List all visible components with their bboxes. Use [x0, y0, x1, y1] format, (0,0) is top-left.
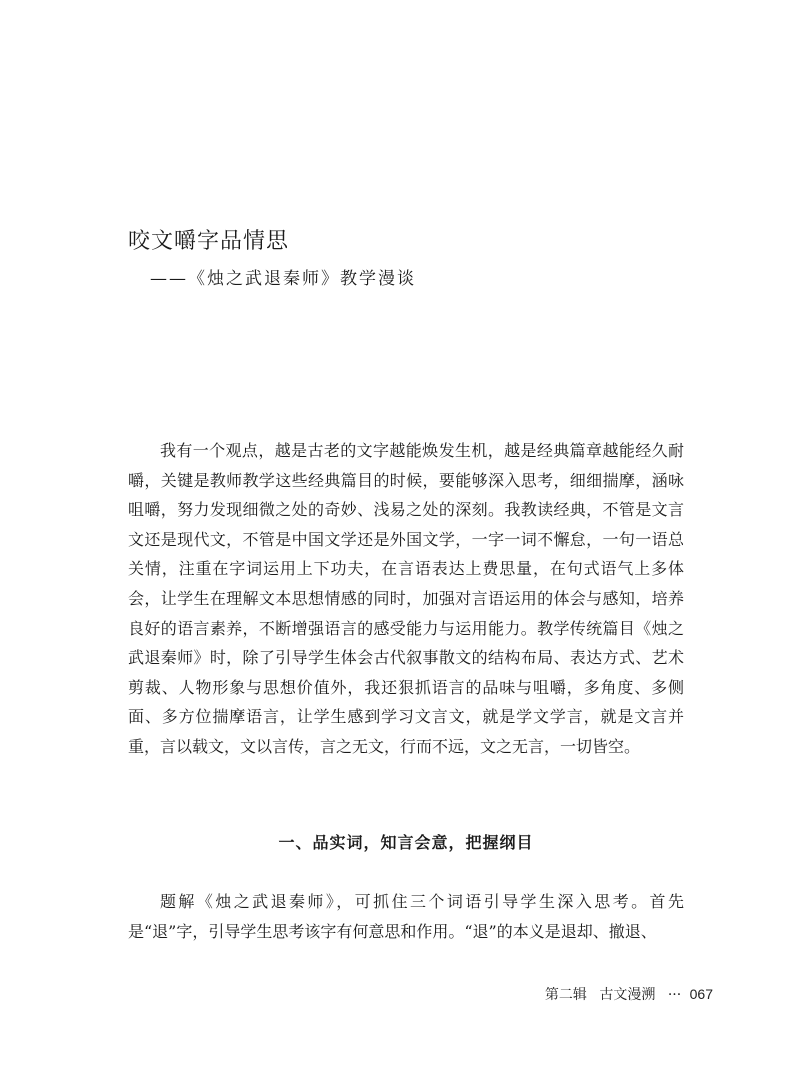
paragraph-1: 我有一个观点，越是古老的文字越能焕发生机，越是经典篇章越能经久耐嚼，关键是教师教学这些经典篇目的时候，要能够深入思考，细细揣摩，涵咏咀嚼，努力发现细微之处的奇妙、浅易之处的深刻。我教读经典，不管是文言文还是现代文，不管是中国文学还是外国文学，一字一词不懈怠，一句一语总关情，注重在字词运用上下功夫，在言语表达上费思量，在句式语气上多体会，让学生在理解文本思想情感的同时，加强对言语运用的体会与感知，培养良好的语言素养，不断增强语言的感受能力与运用能力。教学传统篇目《烛之武退秦师》时，除了引导学生体会古代叙事散文的结构布局、表达方式、艺术剪裁、人物形象与思想价值外，我还狠抓语言的品味与咀嚼，多角度、多侧面、多方位揣摩语言，让学生感到学习文言文，就是学文学言，就是文言并重，言以载文，文以言传，言之无文，行而不远，文之无言，一切皆空。 — [128, 441, 684, 756]
footer-section: 第二辑 — [544, 987, 587, 1003]
section-heading: 一、品实词，知言会意，把握纲目 — [278, 833, 534, 852]
section-1-body — [128, 887, 684, 946]
page-footer — [537, 984, 713, 1004]
footer-chapter: 古文漫溯 — [599, 987, 656, 1003]
footer-separator: ··· — [667, 987, 682, 1003]
article-title: 咬文嚼字品情思 — [128, 229, 290, 254]
article-subtitle: ——《烛之武退秦师》教学漫谈 — [150, 269, 416, 289]
intro-section — [128, 436, 684, 762]
page-number: 067 — [689, 986, 713, 1002]
paragraph-2: 题解《烛之武退秦师》，可抓住三个词语引导学生深入思考。首先是“退”字，引导学生思考该字有何意思和作用。“退”的本义是退却、撤退、 — [128, 892, 684, 941]
